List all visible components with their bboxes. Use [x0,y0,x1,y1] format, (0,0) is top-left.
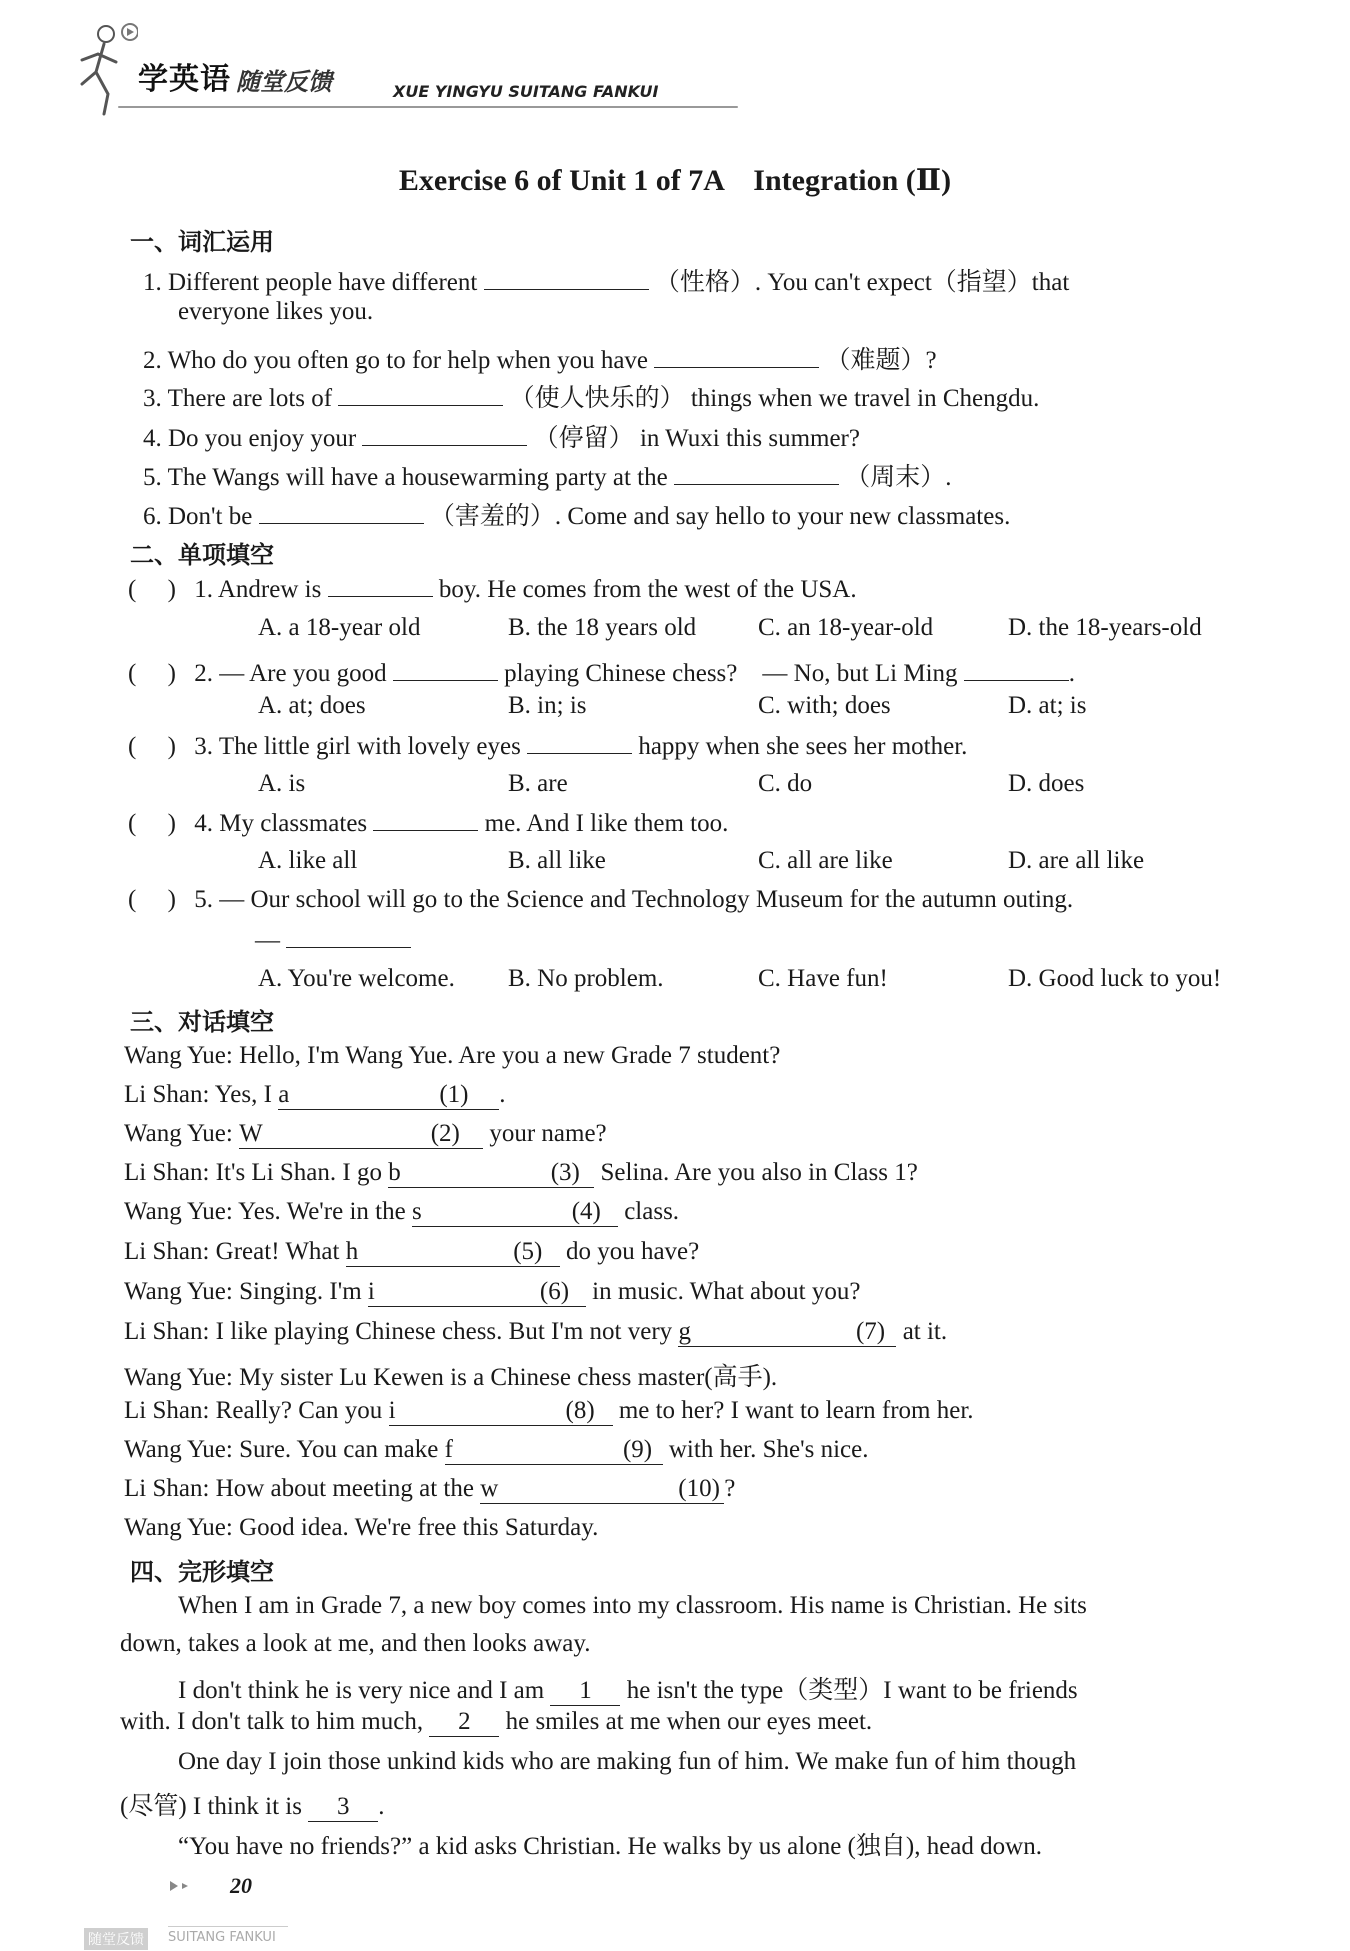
answer-paren[interactable]: ( ) [128,576,176,603]
answer-blank[interactable] [328,574,433,597]
section3-heading: 三、对话填空 [130,1008,274,1036]
mc-question: ( ) 4. My classmates me. And I like them too. [128,810,729,837]
answer-blank[interactable]: i (8) [389,1397,613,1426]
passage-line: “You have no friends?” a kid asks Christian. He walks by us alone (独自), head down. [178,1833,1042,1860]
answer-blank[interactable] [654,345,819,368]
footer-divider [168,1926,288,1927]
answer-blank[interactable] [373,808,478,831]
answer-blank[interactable]: f (9) [445,1436,663,1465]
book-header [68,22,688,122]
exercise-title: Exercise 6 of Unit 1 of 7A Integration (Ⅱ) [398,164,952,197]
dialogue-line: Li Shan: Great! What h (5) do you have? [124,1238,700,1265]
answer-blank[interactable]: i (6) [368,1278,586,1307]
vocab-item: 1. Different people have different （性格）. You can't expect（指望）that [143,269,1070,296]
answer-blank[interactable] [674,462,839,485]
dialogue-line: Wang Yue: My sister Lu Kewen is a Chinese chess master(高手). [124,1364,778,1391]
cloze-blank[interactable]: 2 [429,1708,499,1737]
vocab-item-continuation: everyone likes you. [178,298,374,325]
vocab-item: 5. The Wangs will have a housewarming party at the （周末）. [143,464,952,491]
mc-response-line: — [255,925,411,955]
header-divider [118,106,738,108]
footer-subtitle: SUITANG FANKUI [168,1930,276,1945]
mc-options: A. like all B. all like C. all are like D. are all like [258,847,1145,874]
answer-blank[interactable]: g (7) [678,1318,896,1347]
dialogue-line: Li Shan: It's Li Shan. I go b (3) Selina. Are you also in Class 1? [124,1159,918,1186]
header-title: 学英语 [138,62,231,97]
dialogue-line: Li Shan: Yes, I a (1) . [124,1081,506,1108]
passage-line: I don't think he is very nice and I am 1 he isn't the type（类型）I want to be friends [178,1677,1078,1704]
dialogue-line: Li Shan: Really? Can you i (8) me to her? I want to learn from her. [124,1397,974,1424]
footer-badge: 随堂反馈 [84,1928,148,1950]
passage-line: (尽管) I think it is 3 . [120,1793,385,1820]
answer-blank[interactable]: h (5) [346,1238,560,1267]
answer-blank[interactable] [527,731,632,754]
dialogue-line: Wang Yue: Good idea. We're free this Saturday. [124,1514,599,1541]
answer-blank[interactable] [259,501,424,524]
mc-question: ( ) 2. — Are you good playing Chinese chess? — No, but Li Ming . [128,660,1076,687]
answer-blank[interactable]: a (1) [278,1081,499,1110]
answer-blank[interactable] [362,423,527,446]
section2-heading: 二、单项填空 [130,541,274,569]
cloze-blank[interactable]: 1 [550,1677,620,1706]
mc-options: A. You're welcome. B. No problem. C. Have fun! D. Good luck to you! [258,965,1222,992]
answer-blank[interactable]: W (2) [239,1120,483,1149]
answer-blank[interactable]: s (4) [412,1198,618,1227]
answer-paren[interactable]: ( ) [128,733,176,760]
mc-options: A. is B. are C. do D. does [258,770,1085,797]
answer-blank[interactable] [338,383,503,406]
dialogue-line: Wang Yue: Sure. You can make f (9) with her. She's nice. [124,1436,869,1463]
page-arrow-icon [168,1880,198,1892]
answer-paren[interactable]: ( ) [128,810,176,837]
mc-question: ( ) 1. Andrew is boy. He comes from the west of the USA. [128,576,857,603]
answer-blank[interactable] [964,658,1069,681]
vocab-item: 2. Who do you often go to for help when you have （难题）? [143,347,937,374]
mc-question: ( ) 3. The little girl with lovely eyes happy when she sees her mother. [128,733,968,760]
passage-line: with. I don't talk to him much, 2 he smiles at me when our eyes meet. [120,1708,873,1735]
dialogue-line: Wang Yue: W (2) your name? [124,1120,607,1147]
header-romanized: XUE YINGYU SUITANG FANKUI [393,82,659,101]
answer-blank[interactable] [286,925,411,948]
dialogue-line: Wang Yue: Hello, I'm Wang Yue. Are you a new Grade 7 student? [124,1042,781,1069]
answer-blank[interactable]: w (10) [480,1475,724,1504]
answer-paren[interactable]: ( ) [128,660,176,687]
answer-blank[interactable] [393,658,498,681]
passage-line: down, takes a look at me, and then looks away. [120,1630,591,1657]
passage-line: One day I join those unkind kids who are making fun of him. We make fun of him though [178,1748,1077,1775]
section4-heading: 四、完形填空 [130,1558,274,1586]
dialogue-line: Li Shan: How about meeting at the w (10) ? [124,1475,736,1502]
vocab-item: 4. Do you enjoy your （停留） in Wuxi this summer? [143,425,860,452]
answer-paren[interactable]: ( ) [128,886,176,913]
cloze-blank[interactable]: 3 [308,1793,378,1822]
vocab-item: 3. There are lots of （使人快乐的） things when we travel in Chengdu. [143,385,1040,412]
answer-blank[interactable] [484,267,649,290]
passage-line: When I am in Grade 7, a new boy comes into my classroom. His name is Christian. He sits [178,1592,1087,1619]
dialogue-line: Wang Yue: Yes. We're in the s (4) class. [124,1198,680,1225]
dialogue-line: Wang Yue: Singing. I'm i (6) in music. What about you? [124,1278,861,1305]
answer-blank[interactable]: b (3) [388,1159,594,1188]
dialogue-line: Li Shan: I like playing Chinese chess. But I'm not very g (7) at it. [124,1318,948,1345]
section1-heading: 一、词汇运用 [130,228,274,256]
vocab-item: 6. Don't be （害羞的）. Come and say hello to your new classmates. [143,503,1011,530]
page-number: 20 [230,1873,252,1898]
header-subtitle: 随堂反馈 [236,68,332,96]
mc-options: A. at; does B. in; is C. with; does D. at; is [258,692,1087,719]
mc-question: ( ) 5. — Our school will go to the Science and Technology Museum for the autumn outing. [128,886,1074,913]
mc-options: A. a 18-year old B. the 18 years old C. an 18-year-old D. the 18-years-old [258,614,1202,641]
runner-logo-icon [68,22,138,117]
